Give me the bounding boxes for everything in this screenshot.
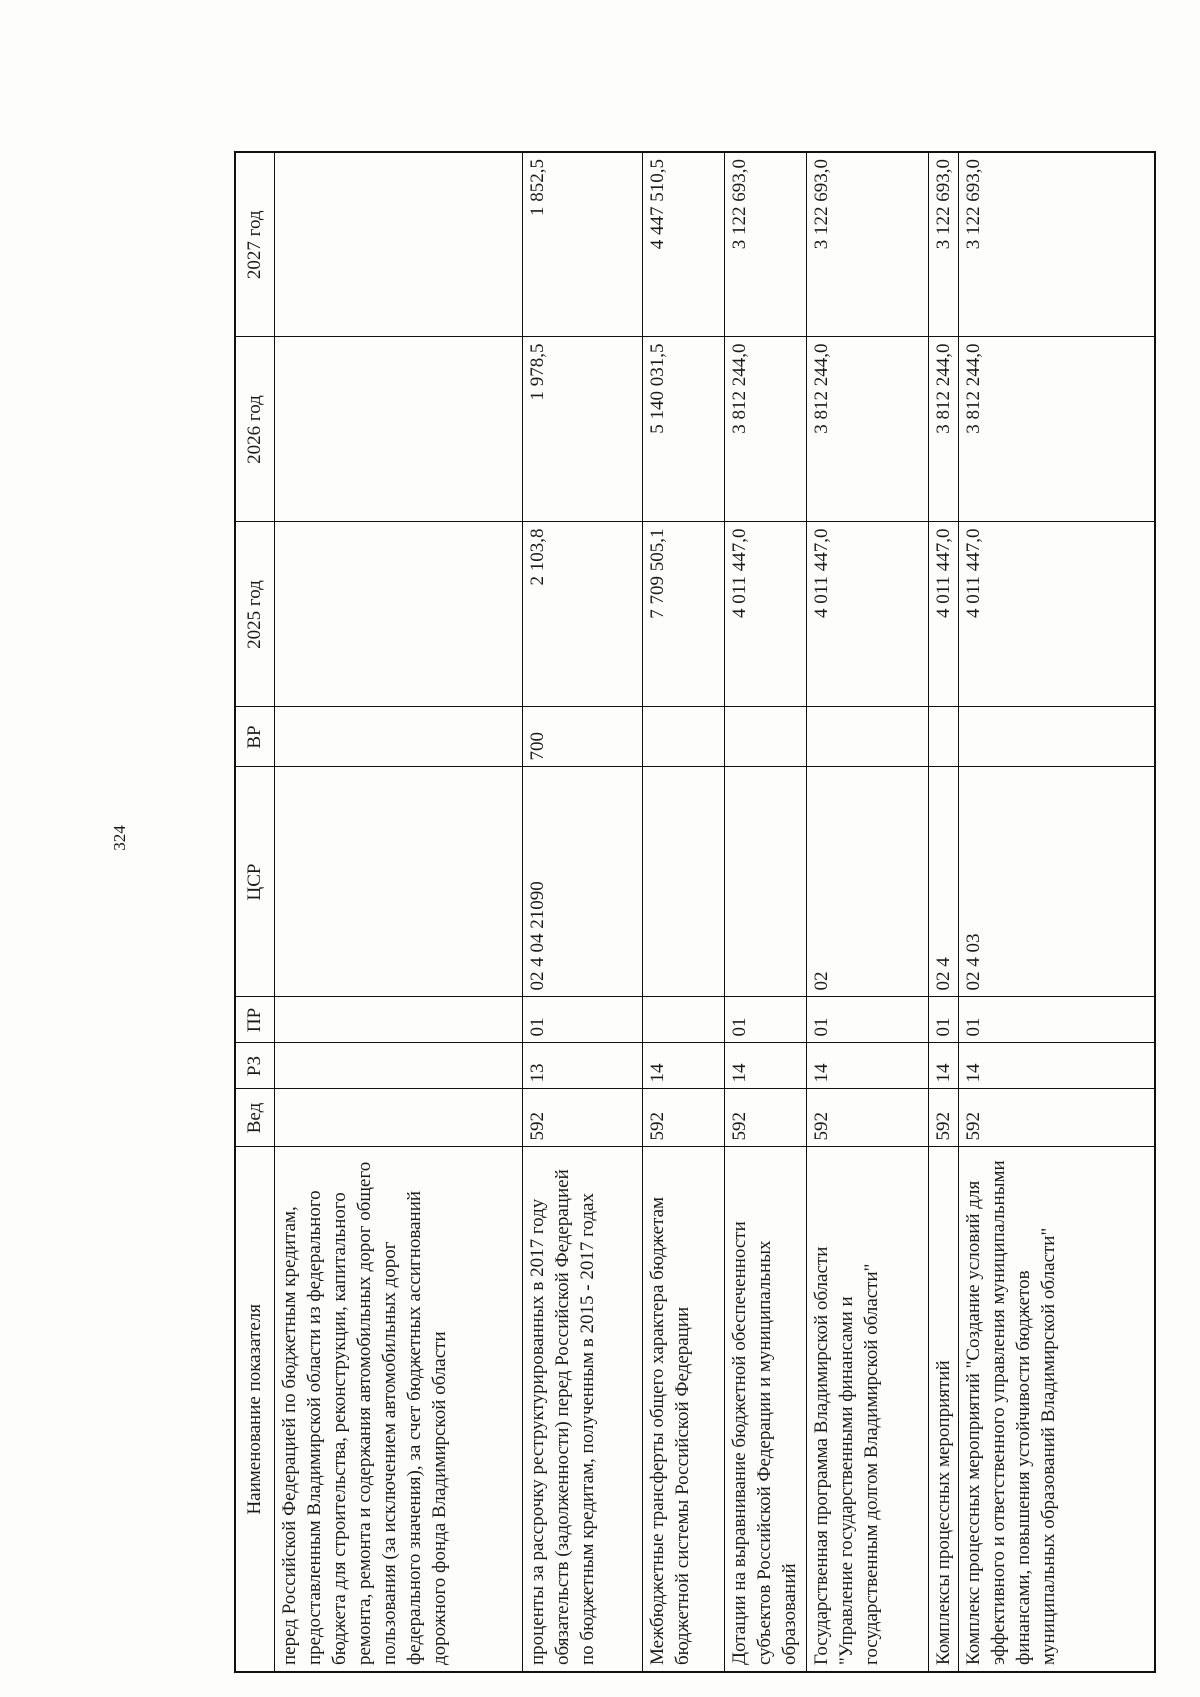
cell-csr (643, 767, 725, 997)
cell-name: Государственная программа Владимирской области "Управление государственными финансами и государственным долгом Владимирской области" (807, 1147, 929, 1672)
header-2027: 2027 год (235, 152, 275, 337)
cell-2027 (275, 152, 523, 337)
header-2025: 2025 год (235, 522, 275, 707)
cell-name: Межбюджетные трансферты общего характера бюджетам бюджетной системы Российской Федерации (643, 1147, 725, 1672)
cell-rz: 14 (929, 1043, 959, 1089)
cell-rz: 14 (643, 1043, 725, 1089)
header-vr: ВР (235, 707, 275, 767)
cell-2026: 5 140 031,5 (643, 337, 725, 522)
cell-pr (643, 997, 725, 1043)
cell-pr: 01 (725, 997, 807, 1043)
table-row (725, 152, 807, 1672)
cell-vr (807, 707, 929, 767)
cell-pr: 01 (929, 997, 959, 1043)
cell-ved: 592 (959, 1089, 1155, 1147)
cell-2027: 4 447 510,5 (643, 152, 725, 337)
cell-vr (959, 707, 1155, 767)
cell-pr (275, 997, 523, 1043)
cell-vr: 700 (523, 707, 643, 767)
cell-2026: 3 812 244,0 (725, 337, 807, 522)
cell-ved: 592 (725, 1089, 807, 1147)
cell-name: перед Российской Федерацией по бюджетным кредитам, предоставленным Владимирской области из федерального бюджета для строительства, реконструкции, капитального ремонта, ремонта и содержания автомобильных дорог общего пользования (за исключением автомобильных дорог федерального значения), за счет бюджетных ассигнований дорожного фонда Владимирской области (275, 1147, 523, 1672)
cell-pr: 01 (807, 997, 929, 1043)
table-row (929, 152, 959, 1672)
cell-name: Комплексы процессных мероприятий (929, 1147, 959, 1672)
table-row (523, 152, 643, 1672)
cell-csr: 02 4 (929, 767, 959, 997)
cell-2025: 2 103,8 (523, 522, 643, 707)
cell-2025: 7 709 505,1 (643, 522, 725, 707)
table-header-row (235, 152, 275, 1672)
budget-table (234, 151, 1156, 1673)
cell-2027: 3 122 693,0 (959, 152, 1155, 337)
header-name: Наименование показателя (235, 1147, 275, 1672)
cell-ved: 592 (643, 1089, 725, 1147)
cell-rz (275, 1043, 523, 1089)
cell-2027: 1 852,5 (523, 152, 643, 337)
cell-2025 (275, 522, 523, 707)
header-rz: РЗ (235, 1043, 275, 1089)
table-row (275, 152, 523, 1672)
table-row (959, 152, 1155, 1672)
cell-2026: 3 812 244,0 (959, 337, 1155, 522)
cell-csr (725, 767, 807, 997)
cell-2025: 4 011 447,0 (929, 522, 959, 707)
cell-2025: 4 011 447,0 (725, 522, 807, 707)
cell-rz: 14 (725, 1043, 807, 1089)
cell-2026: 1 978,5 (523, 337, 643, 522)
cell-csr: 02 4 03 (959, 767, 1155, 997)
cell-rz: 13 (523, 1043, 643, 1089)
rotated-table-wrapper (234, 153, 1156, 1673)
header-pr: ПР (235, 997, 275, 1043)
cell-pr: 01 (959, 997, 1155, 1043)
cell-name: Комплекс процессных мероприятий "Создание условий для эффективного и ответственного управления муниципальными финансами, повышения устойчивости бюджетов муниципальных образований Владимирской области" (959, 1147, 1155, 1672)
cell-vr (929, 707, 959, 767)
cell-2027: 3 122 693,0 (929, 152, 959, 337)
table-row (807, 152, 929, 1672)
cell-name: Дотации на выравнивание бюджетной обеспеченности субъектов Российской Федерации и муниципальных образований (725, 1147, 807, 1672)
cell-2027: 3 122 693,0 (725, 152, 807, 337)
header-2026: 2026 год (235, 337, 275, 522)
header-ved: Вед (235, 1089, 275, 1147)
cell-ved: 592 (929, 1089, 959, 1147)
cell-2026 (275, 337, 523, 522)
cell-csr: 02 (807, 767, 929, 997)
cell-vr (725, 707, 807, 767)
cell-rz: 14 (959, 1043, 1155, 1089)
cell-ved: 592 (523, 1089, 643, 1147)
cell-ved (275, 1089, 523, 1147)
cell-pr: 01 (523, 997, 643, 1043)
cell-2026: 3 812 244,0 (929, 337, 959, 522)
cell-rz: 14 (807, 1043, 929, 1089)
cell-vr (275, 707, 523, 767)
cell-name: проценты за рассрочку реструктурированных в 2017 году обязательств (задолженности) перед Российской Федерацией по бюджетным кредитам, полученным в 2015 - 2017 годах (523, 1147, 643, 1672)
table-row (643, 152, 725, 1672)
cell-csr (275, 767, 523, 997)
cell-2027: 3 122 693,0 (807, 152, 929, 337)
page-number: 324 (110, 825, 129, 851)
header-csr: ЦСР (235, 767, 275, 997)
cell-ved: 592 (807, 1089, 929, 1147)
cell-2026: 3 812 244,0 (807, 337, 929, 522)
cell-2025: 4 011 447,0 (807, 522, 929, 707)
cell-vr (643, 707, 725, 767)
cell-2025: 4 011 447,0 (959, 522, 1155, 707)
cell-csr: 02 4 04 21090 (523, 767, 643, 997)
